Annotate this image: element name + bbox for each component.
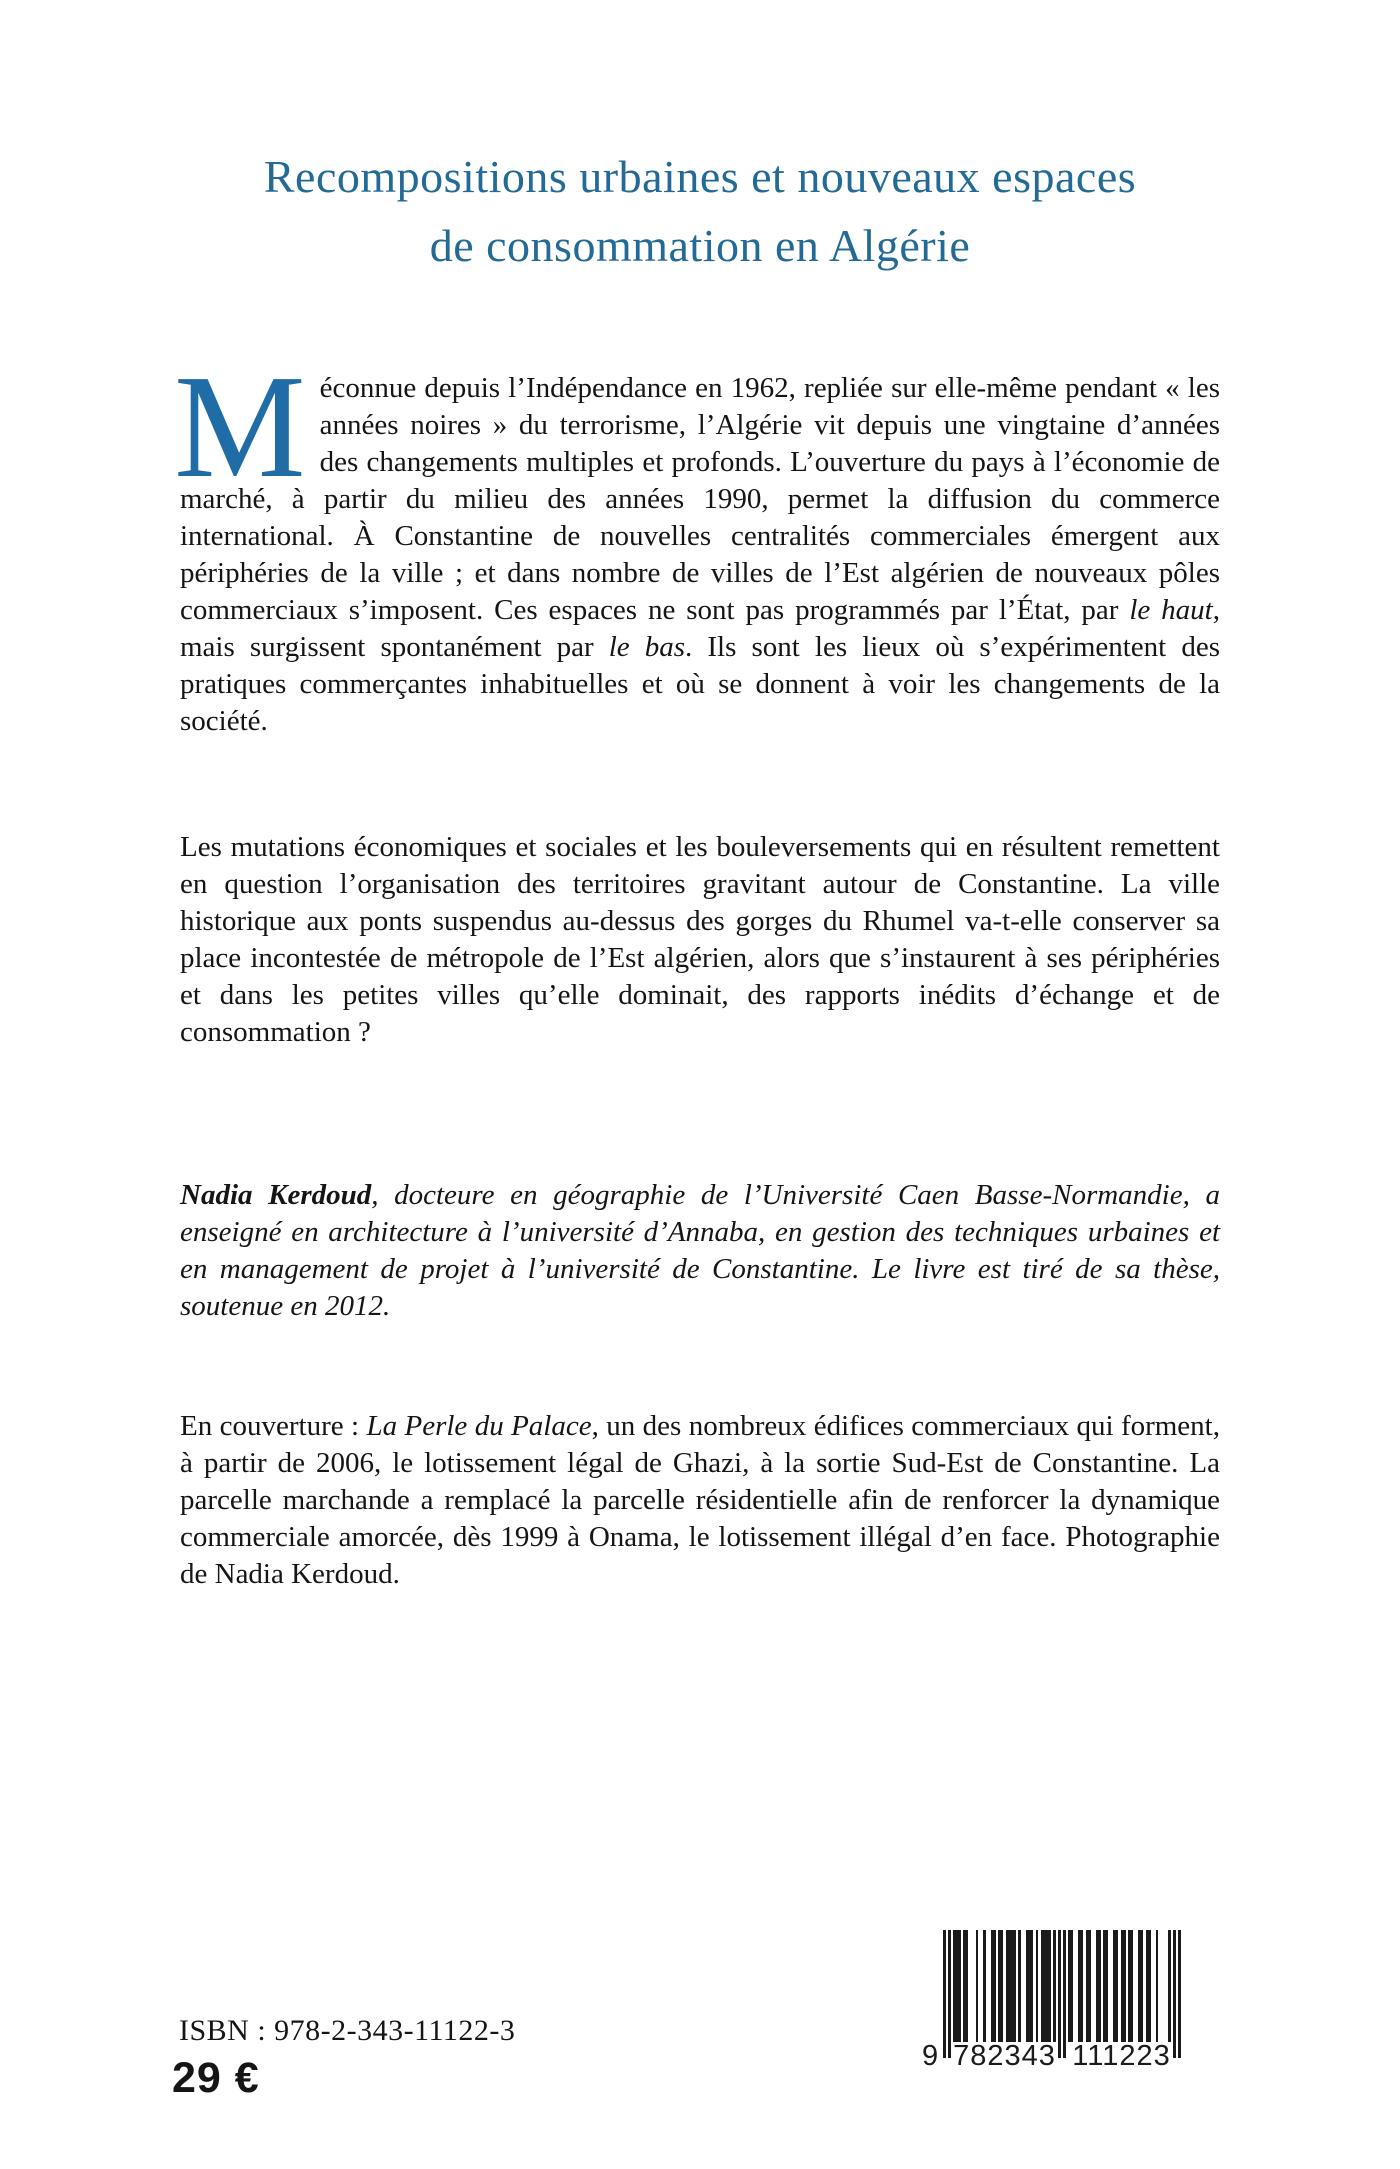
isbn-text: ISBN : 978-2-343-11122-3	[179, 2014, 516, 2047]
text-segment: En couverture :	[180, 1410, 367, 1442]
price-text: 29 €	[172, 2054, 260, 2102]
synopsis-paragraph-2	[180, 829, 1220, 1051]
text-segment: , docteure en géographie de l’Université Caen Basse-Normandie, a enseigné en architecture à l’université d’Annaba, en gestion des techniques urbaines et en management de projet à l’université de Constantine. Le livre est tiré de sa thèse, soutenue en 2012.	[180, 1179, 1220, 1322]
barcode-digit-first: 9	[922, 2040, 939, 2072]
barcode-digits-left: 782343	[953, 2040, 1056, 2072]
text-segment: Nadia Kerdoud	[180, 1179, 372, 1211]
dropcap-letter: M	[174, 345, 306, 509]
text-segment: . Ils sont les lieux où s’expérimentent des pratiques commerçantes inhabituelles et où se donnent à voir les changements de la société.	[180, 631, 1220, 737]
book-title	[0, 142, 1400, 280]
synopsis-paragraph-1	[174, 345, 1220, 740]
text-segment: le haut	[1129, 594, 1213, 626]
text-segment: Les mutations économiques et sociales et les bouleversements qui en résultent remettent en question l’organisation des territoires gravitant autour de Constantine. La ville historique aux ponts suspendus au-dessus des gorges du Rhumel va-t-elle conserver sa place incontestée de métropole de l’Est algérien, alors que s’instaurent à ses périphéries et dans les petites villes qu’elle dominait, des rapports inédits d’échange et de consommation ?	[180, 831, 1220, 1048]
cover-photo-note	[180, 1408, 1220, 1593]
barcode-digits	[922, 2040, 1181, 2072]
author-bio	[180, 1177, 1220, 1325]
text-segment: La Perle du Palace	[366, 1410, 592, 1442]
book-title-line2: de consommation en Algérie	[429, 220, 971, 271]
text-segment: , un des nombreux édifices commerciaux qui forment, à partir de 2006, le lotissement légal de Ghazi, à la sortie Sud-Est de Constantine. La parcelle marchande a remplacé la parcelle résidentielle afin de renforcer la dynamique commerciale amorcée, dès 1999 à Onama, le lotissement illégal d’en face. Photographie de Nadia Kerdoud.	[180, 1410, 1220, 1590]
text-segment: , mais surgissent spontanément par	[180, 594, 1220, 663]
barcode-digits-right: 111223	[1072, 2040, 1171, 2072]
synopsis-paragraph-1-text	[180, 372, 1220, 737]
text-segment: éconnue depuis l’Indépendance en 1962, repliée sur elle-même pendant « les années noires » du terrorisme, l’Algérie vit depuis une vingtaine d’années des changements multiples et profonds. L’ouverture du pays à l’économie de marché, à partir du milieu des années 1990, permet la diffusion du commerce international. À Constantine de nouvelles centralités commerciales émergent aux périphéries de la ville ; et dans nombre de villes de l’Est algérien de nouveaux pôles commerciaux s’imposent. Ces espaces ne sont pas programmés par l’État, par	[180, 372, 1220, 626]
book-title-line1: Recompositions urbaines et nouveaux espaces	[263, 151, 1137, 202]
barcode-bar	[1178, 1930, 1181, 2058]
text-segment: le bas	[608, 631, 686, 663]
ean13-barcode	[922, 1930, 1181, 2072]
